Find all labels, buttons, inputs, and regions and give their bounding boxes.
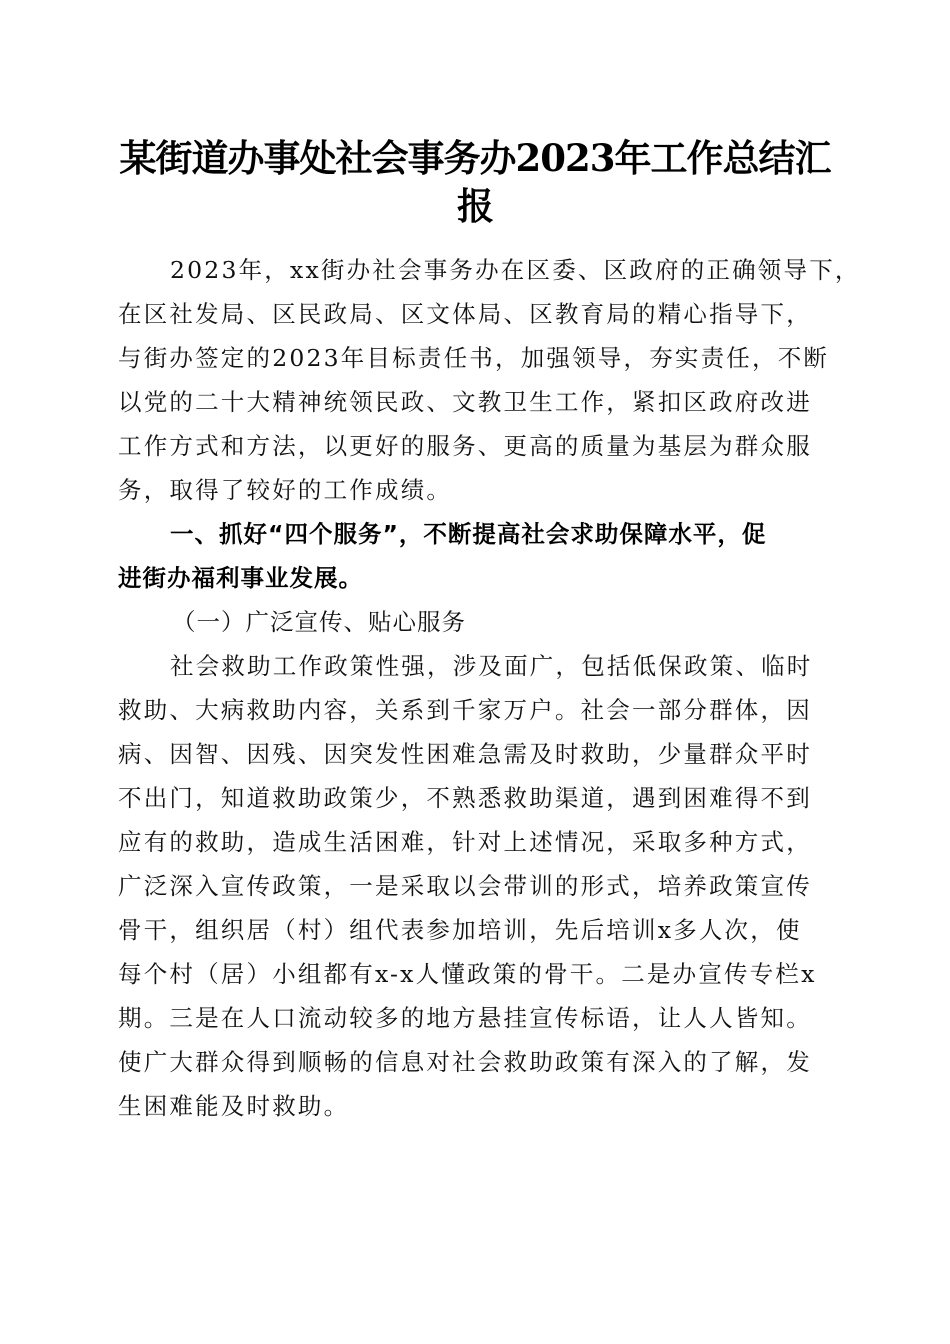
body-paragraph-line: 不出门，知道救助政策少，不熟悉救助渠道，遇到困难得不到 bbox=[118, 784, 812, 812]
subsection-heading: （一）广泛宣传、贴心服务 bbox=[172, 608, 466, 636]
body-paragraph-line: 病、因智、因残、因突发性困难急需及时救助，少量群众平时 bbox=[118, 740, 812, 768]
body-paragraph-line: 期。三是在人口流动较多的地方悬挂宣传标语，让人人皆知。 bbox=[118, 1004, 812, 1032]
intro-paragraph-line: 在区社发局、区民政局、区文体局、区教育局的精心指导下， bbox=[118, 300, 812, 328]
section-heading-line: 一、抓好“四个服务”，不断提高社会求助保障水平，促 bbox=[170, 520, 767, 548]
body-paragraph-line: 广泛深入宣传政策，一是采取以会带训的形式，培养政策宣传 bbox=[118, 872, 812, 900]
body-paragraph-line: 社会救助工作政策性强，涉及面广，包括低保政策、临时 bbox=[170, 652, 813, 680]
intro-paragraph-line: 与街办签定的2023年目标责任书，加强领导，夯实责任，不断 bbox=[118, 344, 830, 372]
intro-paragraph-line: 2023年，xx街办社会事务办在区委、区政府的正确领导下， bbox=[170, 256, 861, 284]
body-paragraph-line: 每个村（居）小组都有x-x人懂政策的骨干。二是办宣传专栏x bbox=[118, 960, 817, 988]
body-paragraph-line: 使广大群众得到顺畅的信息对社会救助政策有深入的了解，发 bbox=[118, 1048, 812, 1076]
body-paragraph-line: 救助、大病救助内容，关系到千家万户。社会一部分群体，因 bbox=[118, 696, 812, 724]
intro-paragraph-line: 务，取得了较好的工作成绩。 bbox=[118, 476, 453, 504]
section-heading-line: 进街办福利事业发展。 bbox=[118, 564, 363, 592]
document-title-line-1: 某街道办事处社会事务办2023年工作总结汇 bbox=[119, 136, 831, 180]
document-title-line-2: 报 bbox=[457, 184, 493, 228]
intro-paragraph-line: 以党的二十大精神统领民政、文教卫生工作，紧扣区政府改进 bbox=[118, 388, 812, 416]
body-paragraph-line: 生困难能及时救助。 bbox=[118, 1092, 350, 1120]
body-paragraph-line: 骨干，组织居（村）组代表参加培训，先后培训x多人次，使 bbox=[118, 916, 802, 944]
intro-paragraph-line: 工作方式和方法，以更好的服务、更高的质量为基层为群众服 bbox=[118, 432, 812, 460]
body-paragraph-line: 应有的救助，造成生活困难，针对上述情况，采取多种方式， bbox=[118, 828, 812, 856]
